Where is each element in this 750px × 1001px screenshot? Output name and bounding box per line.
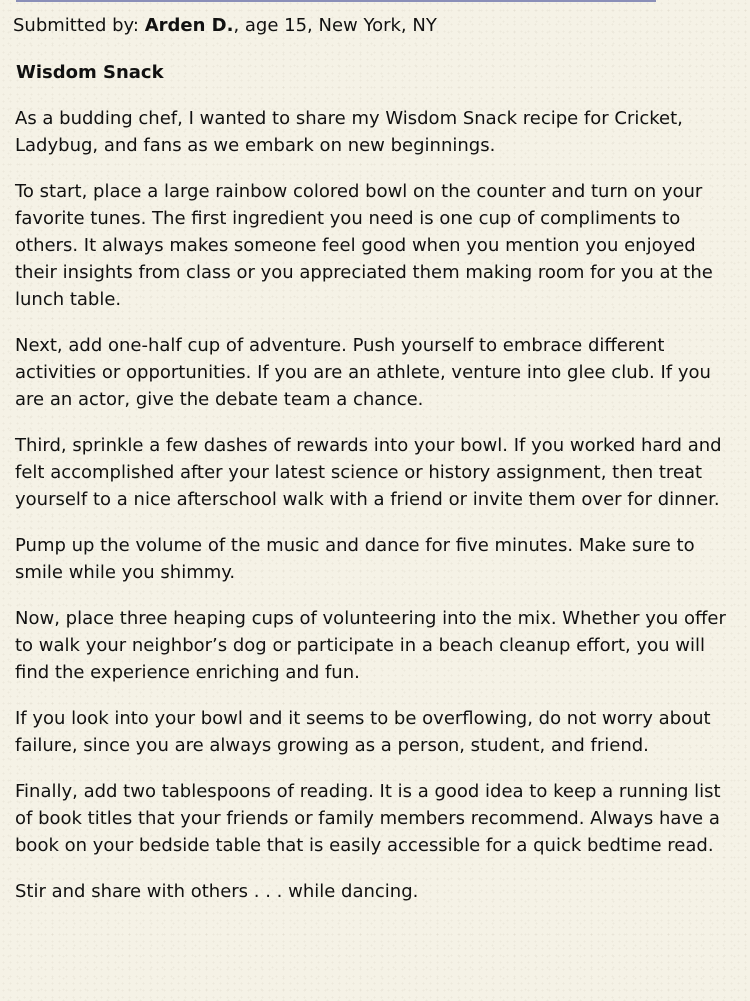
- paragraph-adventure: Next, add one-half cup of adventure. Push yourself to embrace different activities or opportunities. If you are an athlete, venture into glee club. If you are an actor, give the debate team a chance.: [15, 335, 711, 410]
- paragraph-volunteering: Now, place three heaping cups of volunteering into the mix. Whether you offer to walk your neighbor’s dog or participate in a beach cleanup effort, you will find the experience enriching and fun.: [15, 608, 726, 683]
- paragraph-intro: As a budding chef, I wanted to share my Wisdom Snack recipe for Cricket, Ladybug, and fans as we embark on new beginnings.: [15, 108, 683, 156]
- article-body: [15, 12, 739, 924]
- byline: [13, 12, 739, 39]
- article-title: Wisdom Snack: [16, 62, 164, 83]
- paragraph-failure: If you look into your bowl and it seems to be overflowing, do not worry about failure, since you are always growing as a person, student, and friend.: [15, 708, 711, 756]
- paragraph-reading: Finally, add two tablespoons of reading. It is a good idea to keep a running list of book titles that your friends or family members recommend. Always have a book on your bedside table that is easily accessible for a quick bedtime read.: [15, 781, 721, 856]
- byline-details: , age 15, New York, NY: [233, 15, 437, 36]
- paragraph-rewards: Third, sprinkle a few dashes of rewards into your bowl. If you worked hard and felt accomplished after your latest science or history assignment, then treat yourself to a nice afterschool walk with a friend or invite them over for dinner.: [15, 435, 722, 510]
- byline-prefix: Submitted by:: [13, 15, 145, 36]
- byline-author: Arden D.: [144, 15, 234, 36]
- paragraph-compliments: To start, place a large rainbow colored bowl on the counter and turn on your favorite tunes. The first ingredient you need is one cup of compliments to others. It always makes someone feel good when you mention you enjoyed their insights from class or you appreciated them making room for you at the lunch table.: [15, 181, 713, 310]
- paragraph-dance: Pump up the volume of the music and dance for five minutes. Make sure to smile while you shimmy.: [15, 535, 695, 583]
- top-divider: [16, 0, 656, 2]
- paragraph-closing: Stir and share with others . . . while dancing.: [15, 881, 419, 902]
